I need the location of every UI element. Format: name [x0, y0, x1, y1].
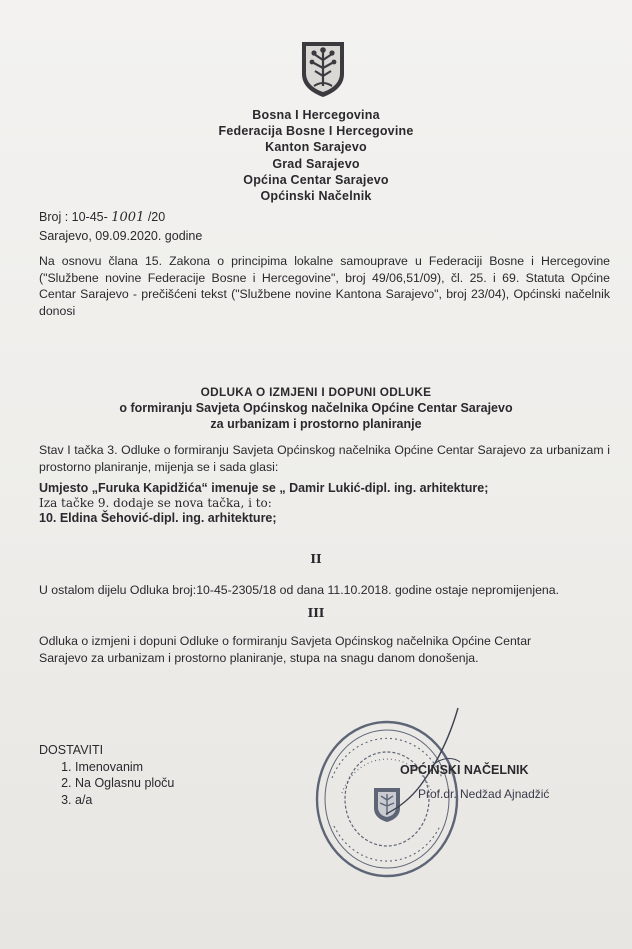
header-canton: Kanton Sarajevo	[265, 140, 367, 155]
document-header	[0, 107, 632, 204]
delivery-item: 1. Imenovanim	[75, 759, 174, 776]
coat-of-arms-icon	[300, 40, 346, 98]
header-municipality: Općina Centar Sarajevo	[243, 172, 389, 187]
title-line-1: ODLUKA O IZMJENI I DOPUNI ODLUKE	[200, 385, 432, 399]
title-line-2: o formiranju Savjeta Općinskog načelnika Općine Centar Sarajevo	[119, 401, 513, 415]
section-1-bold-line: Umjesto „Furuka Kapidžića“ imenuje se „ Damir Lukić-dipl. ing. arhitekture;	[39, 481, 489, 495]
section-2-text: U ostalom dijelu Odluka broj:10-45-2305/18 od dana 11.10.2018. godine ostaje nepromijenjena.	[39, 583, 560, 597]
decision-title	[0, 384, 632, 432]
title-line-3: za urbanizam i prostorno planiranje	[210, 417, 422, 431]
preamble-paragraph: Na osnovu člana 15. Zakona o principima lokalne samouprave u Federaciji Bosne i Hercegovine ("Službene novine Federacije Bosne i Hercegovine", broj 49/06,51/09), čl. 25. i 69. Statuta Općine Centar Sarajevo - prečišćeni tekst ("Službene novine Kantona Sarajevo", broj 23/04), Općinski načelnik donosi	[39, 254, 610, 318]
header-federation: Federacija Bosne I Hercegovine	[218, 124, 414, 139]
section-3-text: Odluka o izmjeni i dopuni Odluke o formiranju Savjeta Općinskog načelnika Općine Centar Sarajevo za urbanizam i prostorno planiranje, stupa na snagu danom donošenja.	[39, 634, 532, 665]
delivery-item: 2. Na Oglasnu ploču	[75, 775, 174, 792]
section-3-numeral: III	[307, 606, 325, 620]
section-1-intro: Stav I tačka 3. Odluke o formiranju Savjeta Općinskog načelnika Općine Centar Sarajevo za urbanizam i prostorno planiranje, mijenja se i sada glasi:	[39, 443, 610, 474]
handwritten-number: 1001	[111, 210, 145, 225]
signatory-role: OPĆINSKI NAČELNIK	[400, 763, 529, 777]
section-2-numeral: II	[310, 552, 322, 566]
header-country: Bosna I Hercegovina	[252, 108, 380, 122]
delivery-item: 3. a/a	[75, 792, 174, 809]
section-1-added-point: Iza tačke 9. dodaje se nova tačka, i to:	[39, 496, 272, 510]
delivery-list	[39, 742, 174, 808]
header-city: Grad Sarajevo	[272, 156, 360, 171]
document-meta	[39, 208, 202, 245]
header-office: Općinski Načelnik	[260, 189, 372, 204]
reference-number: Broj : 10-45- 1001 /20	[39, 210, 166, 225]
section-1-item-10: 10. Eldina Šehović-dipl. ing. arhitekture;	[39, 511, 277, 525]
place-date: Sarajevo, 09.09.2020. godine	[39, 229, 203, 243]
delivery-heading: DOSTAVITI	[39, 743, 104, 757]
signatory-name: Prof.dr. Nedžad Ajnadžić	[418, 787, 550, 801]
